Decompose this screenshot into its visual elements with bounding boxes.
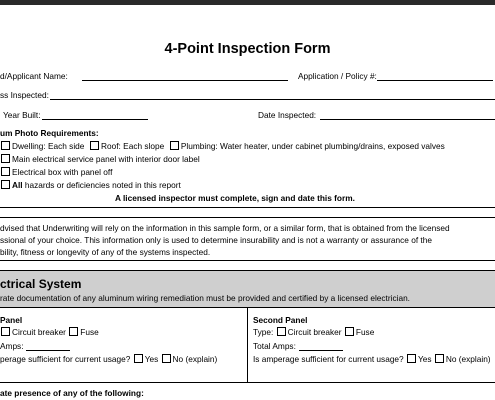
presence-label: ate presence of any of the following: bbox=[0, 388, 144, 398]
plumbing-checkbox[interactable] bbox=[170, 141, 179, 150]
electrical-box-checkbox[interactable] bbox=[1, 167, 10, 176]
disclaimer-paragraph bbox=[0, 222, 495, 258]
first-panel-no-checkbox[interactable] bbox=[162, 354, 171, 363]
page-title: 4-Point Inspection Form bbox=[164, 41, 331, 57]
applicant-name-field[interactable] bbox=[82, 80, 288, 81]
photo-req-row-1: Dwelling: Each side Roof: Each slope Plumbing: Water heater, under cabinet plumbing/drains, exposed valves bbox=[0, 141, 445, 151]
second-panel-amps-field[interactable] bbox=[299, 350, 343, 351]
photo-req-row-3: Electrical box with panel off bbox=[0, 167, 112, 177]
top-border bbox=[0, 0, 495, 5]
second-panel-amps-label: Total Amps: bbox=[253, 341, 296, 351]
dwelling-checkbox[interactable] bbox=[1, 141, 10, 150]
second-panel-yes-checkbox[interactable] bbox=[407, 354, 416, 363]
divider bbox=[0, 217, 495, 218]
first-panel-circuit-checkbox[interactable] bbox=[1, 327, 10, 336]
electrical-section-header bbox=[0, 270, 495, 308]
date-inspected-label: Date Inspected: bbox=[258, 110, 317, 120]
first-panel-yes-checkbox[interactable] bbox=[134, 354, 143, 363]
first-panel-title: Panel bbox=[0, 315, 23, 325]
year-built-field[interactable] bbox=[42, 119, 148, 120]
second-panel-title: Second Panel bbox=[253, 315, 308, 325]
disclaimer-line: ssional of your choice. This information only is used to determine insurability and is not a warranty or assurance of the bbox=[0, 235, 432, 245]
first-panel-amps-field[interactable] bbox=[26, 350, 70, 351]
disclaimer-line: bility, fitness or longevity of any of the systems inspected. bbox=[0, 247, 211, 257]
second-panel-no-checkbox[interactable] bbox=[435, 354, 444, 363]
first-panel-amps-label: Amps: bbox=[0, 341, 24, 351]
divider bbox=[0, 382, 495, 383]
photo-requirements-heading: um Photo Requirements: bbox=[0, 128, 99, 138]
second-panel-type-row: Type: Circuit breaker Fuse bbox=[253, 327, 375, 337]
second-panel-usage-row: Is amperage sufficient for current usage? Yes No (explain) bbox=[253, 354, 491, 364]
second-panel-circuit-checkbox[interactable] bbox=[277, 327, 286, 336]
year-built-label: Year Built: bbox=[3, 110, 41, 120]
first-panel-usage-row: perage sufficient for current usage? Yes No (explain) bbox=[0, 354, 218, 364]
address-label: ss Inspected: bbox=[0, 90, 49, 100]
policy-number-label: Application / Policy #: bbox=[298, 71, 377, 81]
electrical-heading: ctrical System bbox=[0, 277, 82, 291]
first-panel-type-row: Circuit breaker Fuse bbox=[0, 327, 99, 337]
roof-checkbox[interactable] bbox=[90, 141, 99, 150]
disclaimer-line: dvised that Underwriting will rely on the information in this sample form, or a similar form, that is obtained from the licensed bbox=[0, 223, 450, 233]
divider bbox=[0, 260, 495, 261]
address-field[interactable] bbox=[50, 99, 495, 100]
applicant-name-label: d/Applicant Name: bbox=[0, 71, 68, 81]
photo-req-row-2: Main electrical service panel with interior door label bbox=[0, 154, 200, 164]
second-panel-fuse-checkbox[interactable] bbox=[345, 327, 354, 336]
electrical-subtext: rate documentation of any aluminum wiring remediation must be provided and certified by a licensed electrician. bbox=[0, 293, 410, 303]
date-inspected-field[interactable] bbox=[320, 119, 495, 120]
panel-divider bbox=[247, 307, 248, 382]
photo-req-row-4: All hazards or deficiencies noted in this report bbox=[0, 180, 181, 190]
policy-number-field[interactable] bbox=[377, 80, 493, 81]
inspector-notice: A licensed inspector must complete, sign and date this form. bbox=[115, 193, 355, 203]
first-panel-fuse-checkbox[interactable] bbox=[69, 327, 78, 336]
main-panel-checkbox[interactable] bbox=[1, 154, 10, 163]
divider bbox=[0, 207, 495, 208]
hazards-checkbox[interactable] bbox=[1, 180, 10, 189]
